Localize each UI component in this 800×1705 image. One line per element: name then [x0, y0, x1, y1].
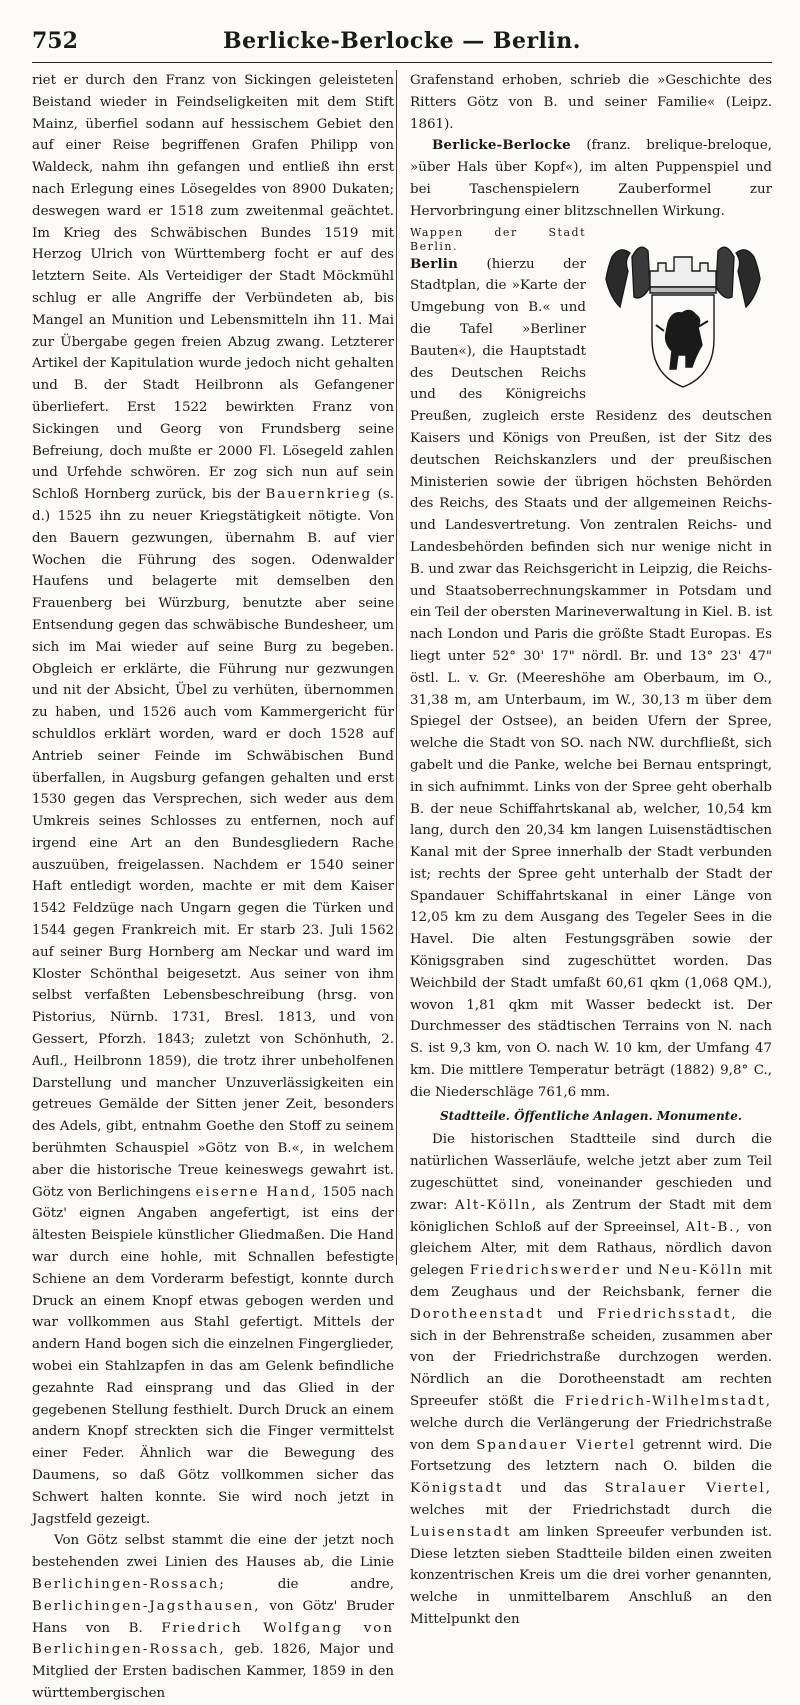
section-subheading: Stadtteile. Öffentliche Anlagen. Monumente.	[439, 1108, 743, 1123]
entry-headword: Berlicke-Berlocke	[432, 137, 571, 154]
keyword: Friedrichswerder	[469, 1263, 621, 1279]
crest-figure	[594, 227, 772, 397]
keyword: Neu-Kölln	[658, 1263, 744, 1279]
entry-headword: Berlin	[410, 255, 459, 272]
keyword: Dorotheenstadt	[410, 1306, 544, 1322]
berlin-coat-of-arms-icon	[598, 227, 768, 397]
paragraph: riet er durch den Franz von Sickingen geleisteten Beistand wieder in Feindseligkeiten mit dem Stift Mainz, überfiel sodann auf hessischem Gebiet den auf einer Reise begriffenen Grafen Philipp von Waldeck, nahm ihn gefangen und entließ ihn erst nach Erlegung eines Lösegeldes von 8900 Dukaten; deswegen ward er 1518 zum zweitenmal geächtet. Im Krieg des Schwäbischen Bundes 1519 mit Herzog Ulrich von Württemberg focht er auf des letztern Seite. Als Verteidiger der Stadt Möckmühl schlug er alle Angriffe der Verbündeten ab, bis Mangel an Munition und Lebensmitteln ihn 11. Mai zur Übergabe gegen freien Abzug zwang. Letzterer Artikel der Kapitulation wurde jedoch nicht gehalten und B. der Stadt Heilbronn als Gefangener überliefert. Erst 1522 bewirkten Franz von Sickingen und Georg von Frundsberg seine Befreiung, doch mußte er 2000 Fl. Lösegeld zahlen und Urfehde schwören. Er zog sich nun auf sein Schloß Hornberg zurück, bis der Bauernkrieg (s. d.) 1525 ihn zu neuer Kriegstätigkeit nötigte. Von den Bauern gezwungen, übernahm B. auf vier Wochen die Führung des sogen. Odenwalder Haufens und belagerte mit demselben den Frauenberg bei Würzburg, benutzte aber seine Entsendung gegen das schwäbische Bundesheer, um sich im Mai wieder auf seine Burg zu begeben. Obgleich er erklärte, die Führung nur gezwungen und nit der Absicht, Übel zu verhüten, übernommen zu haben, und 1526 auch vom Kammergericht für schuldlos erklärt worden, ward er doch 1528 auf Antrieb seiner Feinde im Schwäbischen Bund überfallen, in Augsburg gefangen gehalten und erst 1530 gegen das Versprechen, sich weder aus dem Umkreis seines Schlosses zu entfernen, noch auf irgend eine Art an den Bundesgliedern Rache auszuüben, freigelassen. Nachdem er 1540 seiner Haft entledigt worden, machte er mit dem Kaiser 1542 Feldzüge nach Ungarn gegen die Türken und 1544 gegen Frankreich mit. Er starb 23. Juli 1562 auf seiner Burg Hornberg am Neckar und ward im Kloster Schönthal beigesetzt. Aus seiner von ihm selbst verfaßten Lebensbeschreibung (hrsg. von Pistorius, Nürnb. 1731, Bresl. 1813, und von Gessert, Pforzh. 1843; zuletzt von Schönhuth, 2. Aufl., Heilbronn 1859), die trotz ihrer unbeholfenen Darstellung und mancher Unzuverlässigkeiten ein getreues Gemälde der Sitten jener Zeit, besonders des Adels, gibt, entnahm Goethe den Stoff zu seinem berühmten Schauspiel »Götz von B.«, in welchem aber die historische Treue keineswegs gewahrt ist. Götz von Berlichingens eiserne Hand, 1505 nach Götz' eignen Angaben angefertigt, ist eins der ältesten Beispiele künstlicher Gliedmaßen. Die Hand war durch eine hohle, mit Schnallen befestigte Schiene an dem Vorderarm befestigt, konnte durch Druck an einem Knopf etwas gebogen werden und war vollkommen aus Stahl gefertigt. Mittels der andern Hand bogen sich die einzelnen Fingerglieder, wobei ein Stahlzapfen in das am Gelenk befindliche gezahnte Rad einsprang und das Glied in der gegebenen Stellung festhielt. Durch Druck an einem andern Knopf streckten sich die Finger vermittelst einer Feder. Ähnlich war die Bewegung des Daumens, so daß Götz vollkommen sicher das Schwert halten konnte. Sie wird noch jetzt in Jagstfeld gezeigt.	[32, 73, 394, 1527]
crest-caption: Wappen der Stadt Berlin.	[410, 225, 586, 253]
paragraph: Die historischen Stadtteile sind durch die natürlichen Wasserläufe, welche jetzt aber zum Teil zugeschüttet sind, voneinander geschieden und zwar: Alt-Kölln, als Zentrum der Stadt mit dem königlichen Schloß auf der Spreeinsel, Alt-B., von gleichem Alter, mit dem Rathaus, nördlich davon gelegen Friedrichswerder und Neu-Kölln mit dem Zeughaus und der Reichsbank, ferner die Dorotheenstadt und Friedrichsstadt, die sich in der Behrenstraße scheiden, zusammen aber von der Friedrichstraße durchzogen werden. Nördlich an die Dorotheenstadt am rechten Spreeufer stößt die Friedrich-Wilhelmstadt, welche durch die Verlängerung der Friedrichstraße von dem Spandauer Viertel getrennt wird. Die Fortsetzung des letztern nach O. bilden die Königstadt und das Stralauer Viertel, welches mit der Friedrichstadt durch die Luisenstadt am linken Spreeufer verbunden ist. Diese letzten sieben Stadtteile bilden einen zweiten konzentrischen Kreis um die drei vorher genannten, welche in unmittelbarem Anschluß an den Mittelpunkt den	[410, 1132, 772, 1627]
keyword: Stralauer Viertel,	[604, 1481, 772, 1497]
keyword: Alt-B.,	[685, 1219, 742, 1235]
keyword: Friedrich-Wilhelmstadt,	[564, 1394, 772, 1410]
keyword: Friedrich Wolfgang von Berlichingen-Rossach,	[32, 1620, 394, 1658]
right-column: Grafenstand erhoben, schrieb die »Geschichte des Ritters Götz von B. und seiner Familie« (Leipz. 1861). Berlicke-Berlocke (franz. brelique-breloque, »über Hals über Kopf«), im alten Puppenspiel und bei Taschenspielern Zauberformel zur Hervorbringung einer blitzschnellen Wirkung. Wappen der Stadt Berlin. Berlin (hierzu der Stadtplan, die »Karte der Umgebung von B.« und die Tafel »Berliner Bauten«), die Hauptstadt des Deutschen Reichs und des Königreichs Preußen, zugleich erste Residenz des deutschen Kaisers und Königs von Preußen, ist der Sitz des deutschen Reichskanzlers und der preußischen Ministerien sowie der übrigen höchsten Behörden des Reichs, des Staats und der allgemeinen Reichs- und Landesvertretung. Von zentralen Reichs- und Landesbehörden befinden sich nur wenige nicht in B. und zwar das Reichsgericht in Leipzig, die Reichs- und Staatsoberrechnungskammer in Potsdam und ein Teil der obersten Marineverwaltung in Kiel. B. ist nach London und Paris die größte Stadt Europas. Es liegt unter 52° 30' 17" nördl. Br. und 13° 23' 47" östl. L. v. Gr. (Meereshöhe am Oberbaum, im O., 31,38 m, am Unterbaum, im W., 30,13 m über dem Spiegel der Ostsee), an beiden Ufern der Spree, welche die Stadt von SO. nach NW. durchfließt, sich gabelt und die Panke, welche bei Bernau entspringt, in sich aufnimmt. Links von der Spree geht oberhalb B. der neue Schiffahrtskanal ab, welcher, 10,54 km lang, durch den 20,34 km langen Luisenstädtischen Kanal mit der Spree innerhalb der Stadt verbunden ist; rechts der Spree geht unterhalb der Stadt der Spandauer Schiffahrtskanal in einer Länge von 12,05 km zu dem Ausgang des Tegeler Sees in die Havel. Die alten Festungsgräben sowie der Königsgraben sind zugeschüttet worden. Das Weichbild der Stadt umfaßt 60,61 qkm (1,068 QM.), wovon 1,81 qkm mit Wasser bedeckt ist. Der Durchmesser des städtischen Terrains von N. nach S. ist 9,3 km, von O. nach W. 10 km, der Umfang 47 km. Die mittlere Temperatur beträgt (1882) 9,8° C., die Niederschläge 761,6 mm. Stadtteile. Öffentliche Anlagen. Monumente. Die historischen Stadtteile sind durch die natürlichen Wasserläufe, welche jetzt aber zum Teil zugeschüttet sind, voneinander geschieden und zwar: Alt-Kölln, als Zentrum der Stadt mit dem königlichen Schloß auf der Spreeinsel, Alt-B., von gleichem Alter, mit dem Rathaus, nördlich davon gelegen Friedrichswerder und Neu-Kölln mit dem Zeughaus und der Reichsbank, ferner die Dorotheenstadt und Friedrichsstadt, die sich in der Behrenstraße scheiden, zusammen aber von der Friedrichstraße durchzogen werden. Nördlich an die Dorotheenstadt am rechten Spreeufer stößt die Friedrich-Wilhelmstadt, welche durch die Verlängerung der Friedrichstraße von dem Spandauer Viertel getrennt wird. Die Fortsetzung des letztern nach O. bilden die Königstadt und das Stralauer Viertel, welches mit der Friedrichstadt durch die Luisenstadt am linken Spreeufer verbunden ist. Diese letzten sieben Stadtteile bilden einen zweiten konzentrischen Kreis um die drei vorher genannten, welche in unmittelbarem Anschluß an den Mittelpunkt den	[410, 70, 772, 1265]
keyword: eiserne Hand,	[195, 1184, 318, 1200]
keyword: Bauernkrieg	[265, 487, 373, 503]
keyword: Berlichingen-Rossach;	[32, 1576, 226, 1592]
page-header	[32, 24, 772, 58]
paragraph: Grafenstand erhoben, schrieb die »Geschichte des Ritters Götz von B. und seiner Familie« (Leipz. 1861).	[410, 73, 772, 132]
running-title: Berlicke-Berlocke — Berlin.	[223, 28, 581, 54]
paragraph: Von Götz selbst stammt die eine der jetzt noch bestehenden zwei Linien des Hauses ab, die Linie Berlichingen-Rossach; die andre, Berlichingen-Jagsthausen, von Götz' Bruder Hans von B. Friedrich Wolfgang von Berlichingen-Rossach, geb. 1826, Major und Mitglied der Ersten badischen Kammer, 1859 in den württembergischen	[32, 1533, 394, 1701]
header-rule	[32, 62, 772, 63]
keyword: Königstadt	[410, 1481, 504, 1497]
entry-berlicke: Berlicke-Berlocke (franz. brelique-breloque, »über Hals über Kopf«), im alten Puppenspiel und bei Taschenspielern Zauberformel zur Hervorbringung einer blitzschnellen Wirkung.	[410, 137, 772, 219]
keyword: Spandauer Viertel	[476, 1437, 637, 1453]
column-divider	[396, 70, 397, 1265]
left-column	[32, 70, 394, 1701]
keyword: Alt-Kölln,	[454, 1197, 538, 1213]
keyword: Luisenstadt	[410, 1524, 512, 1540]
keyword: Berlichingen-Jagsthausen,	[32, 1598, 261, 1614]
keyword: Friedrichsstadt,	[596, 1306, 738, 1322]
page-number: 752	[32, 28, 78, 54]
